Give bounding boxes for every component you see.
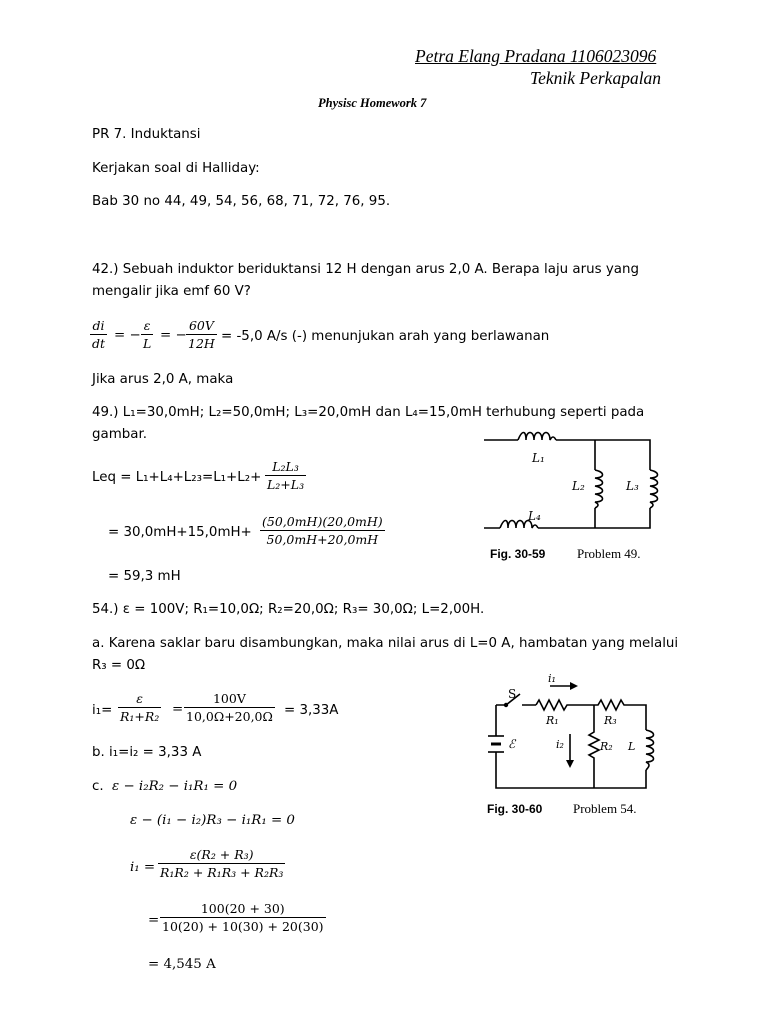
q42-num: 60V — [186, 317, 217, 335]
q42-result: = -5,0 A/s (-) menunjukan arah yang berlawanan — [221, 329, 550, 344]
q54-c-label: c. — [92, 779, 104, 794]
q42-text-2: mengalir jika emf 60 V? — [92, 284, 251, 299]
q54-i1eq: i₁= — [92, 703, 113, 718]
fig59-L4: L₄ — [528, 509, 541, 523]
q42-di: di — [90, 317, 107, 335]
q54-c4-lhs: = — [148, 913, 160, 928]
q54-fb-num: 100V — [184, 690, 275, 708]
q49-frac-1 — [265, 458, 306, 493]
q54-c5: = 4,545 A — [148, 957, 216, 972]
q54-a1: a. Karena saklar baru disambungkan, maka nilai arus di L=0 A, hambatan yang melalui — [92, 636, 679, 651]
fig59-L1: L₁ — [532, 451, 545, 465]
q42-L: L — [143, 336, 152, 351]
q42-dt: dt — [92, 336, 106, 351]
q42-frac-didt — [90, 317, 107, 352]
q54-frac-c4 — [160, 900, 326, 935]
fig60-S: S — [508, 687, 517, 701]
q42-eq1: = − — [114, 328, 141, 343]
q49-frac-2 — [260, 513, 385, 548]
fig60-label: Fig. 30-60 — [487, 802, 543, 816]
fig60-emf: ℰ — [508, 737, 516, 751]
q54-fa-den: R₁+R₂ — [120, 709, 160, 724]
fig60-caption: Problem 54. — [573, 801, 637, 816]
q42-eps: ε — [141, 317, 153, 335]
q54-c2: ε − (i₁ − i₂)R₃ − i₁R₁ = 0 — [130, 813, 295, 828]
fig59-L2: L₂ — [572, 479, 585, 493]
q54-ia-result: = 3,33A — [284, 703, 339, 718]
q54-text-1: 54.) ε = 100V; R₁=10,0Ω; R₂=20,0Ω; R₃= 30,0Ω; L=2,00H. — [92, 602, 485, 617]
q54-frac-a — [118, 690, 161, 725]
q49-text-1: 49.) L₁=30,0mH; L₂=50,0mH; L₃=20,0mH dan L₄=15,0mH terhubung seperti pada — [92, 405, 645, 420]
author-name-id: Petra Elang Pradana 1106023096 — [415, 46, 657, 66]
q54-eqs: = — [172, 702, 184, 717]
q42-text-3: Jika arus 2,0 A, maka — [92, 372, 234, 387]
q54-frac-b — [184, 690, 275, 725]
q42-frac-epsL — [141, 317, 153, 352]
q54-c3-den: R₁R₂ + R₁R₃ + R₂R₃ — [160, 865, 284, 880]
q54-fa-num: ε — [118, 690, 161, 708]
q42-den: 12H — [188, 336, 215, 351]
fig59-label: Fig. 30-59 — [490, 547, 546, 561]
fig60-L: L — [628, 740, 636, 753]
fig59-L3: L₃ — [626, 479, 639, 493]
fig60-R1: R₁ — [546, 714, 559, 727]
q49-f1-num: L₂L₃ — [265, 458, 306, 476]
intro-line-2: Kerjakan soal di Halliday: — [92, 161, 260, 176]
q42-text-1: 42.) Sebuah induktor beriduktansi 12 H dengan arus 2,0 A. Berapa laju arus yang — [92, 262, 639, 277]
q54-c4-num: 100(20 + 30) — [160, 900, 326, 918]
fig60-R2: R₂ — [600, 740, 613, 753]
q54-a2: R₃ = 0Ω — [92, 658, 146, 673]
q54-c4-den: 10(20) + 10(30) + 20(30) — [162, 919, 324, 934]
page-title: Physisc Homework 7 — [318, 96, 427, 110]
fig60-R3: R₃ — [604, 714, 617, 727]
q54-fb-den: 10,0Ω+20,0Ω — [186, 709, 273, 724]
q49-f2-num: (50,0mH)(20,0mH) — [262, 514, 383, 529]
q49-f2-den: 50,0mH+20,0mH — [266, 532, 379, 547]
q49-leq: Leq = L₁+L₄+L₂₃=L₁+L₂+ — [92, 470, 262, 485]
q49-line-3: = 59,3 mH — [108, 569, 181, 584]
fig60-i1: i₁ — [548, 672, 556, 685]
department: Teknik Perkapalan — [530, 68, 662, 88]
q54-c3-lhs: i₁ = — [130, 860, 156, 875]
intro-line-3: Bab 30 no 44, 49, 54, 56, 68, 71, 72, 76, 95. — [92, 194, 391, 209]
q54-frac-c3 — [158, 846, 285, 881]
q42-frac-60-12 — [186, 317, 217, 352]
q49-f1-den: L₂+L₃ — [267, 477, 305, 492]
q54-c3-num: ε(R₂ + R₃) — [158, 846, 285, 864]
q42-eq2: = − — [160, 328, 187, 343]
q54-c1: ε − i₂R₂ − i₁R₁ = 0 — [112, 779, 238, 794]
q49-line-2: = 30,0mH+15,0mH+ — [108, 525, 252, 540]
figure-30-60 — [486, 672, 666, 794]
q54-b: b. i₁=i₂ = 3,33 A — [92, 745, 202, 760]
q49-text-2: gambar. — [92, 427, 147, 442]
fig59-caption: Problem 49. — [577, 546, 641, 561]
fig60-i2: i₂ — [556, 738, 564, 751]
intro-line-1: PR 7. Induktansi — [92, 127, 201, 142]
